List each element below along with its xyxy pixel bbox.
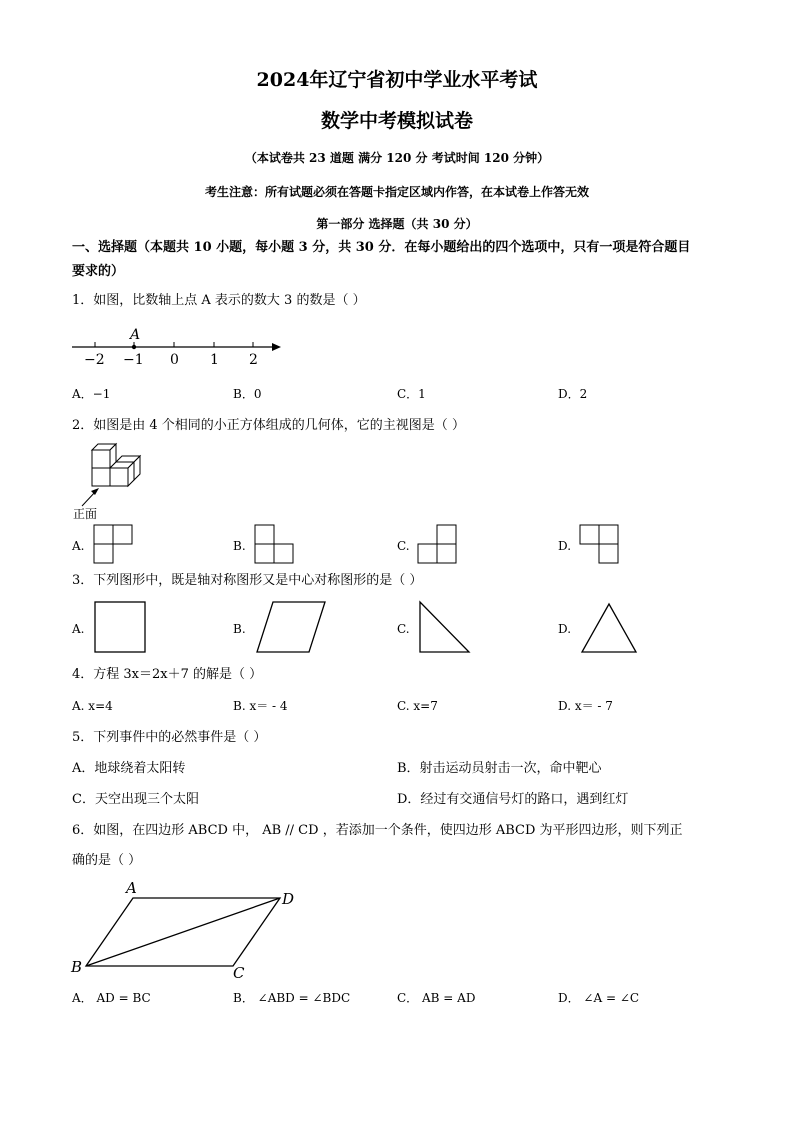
tick-label: 1	[210, 352, 219, 368]
tick-label: −1	[123, 352, 144, 368]
option-a: A.	[72, 622, 85, 636]
option-d: D．2	[558, 387, 588, 401]
option-b: B.	[233, 622, 246, 636]
section-heading-line2: 要求的）	[72, 264, 125, 279]
question-3-stem: 3．下列图形中，既是轴对称图形又是中心对称图形的是（ ）	[72, 573, 423, 588]
part-heading: 第一部分 选择题（共 30 分）	[316, 217, 478, 231]
option-a: A．−1	[72, 387, 111, 401]
question-6-stem-line2: 确的是（ ）	[72, 853, 142, 868]
point-a-label: A	[130, 327, 141, 343]
option-d: D.	[558, 539, 572, 553]
option-c: C.	[397, 539, 410, 553]
option-c: C． AB = AD	[397, 991, 476, 1005]
exam-subtitle: 数学中考模拟试卷	[320, 110, 473, 132]
diagonal-bd	[86, 898, 280, 966]
vertex-label-d: D	[282, 890, 295, 908]
option-b: B． ∠ABD = ∠BDC	[233, 991, 351, 1005]
option-c: C. x=7	[397, 699, 438, 713]
tick-label: 0	[170, 352, 179, 368]
option-c: C．天空出现三个太阳	[72, 792, 199, 807]
option-a: A. x=4	[72, 699, 113, 713]
option-c: C.	[397, 622, 410, 636]
option-d: D．经过有交通信号灯的路口，遇到红灯	[397, 792, 629, 807]
option-d: D. x＝ - 7	[558, 699, 613, 713]
option-b: B．射击运动员射击一次，命中靶心	[397, 761, 602, 776]
question-4-stem: 4．方程 3x＝2x＋7 的解是（ ）	[72, 667, 263, 682]
option-d: D.	[558, 622, 572, 636]
option-a: A．地球绕着太阳转	[72, 761, 186, 776]
option-b: B.	[233, 539, 246, 553]
option-a: A.	[72, 539, 85, 553]
front-label: 正面	[73, 507, 98, 521]
question-1-stem: 1．如图，比数轴上点 A 表示的数大 3 的数是（ ）	[72, 293, 366, 308]
option-a: A． AD = BC	[72, 991, 151, 1005]
exam-notice: 考生注意：所有试题必须在答题卡指定区域内作答，在本试卷上作答无效	[204, 185, 589, 199]
option-d: D． ∠A = ∠C	[558, 991, 640, 1005]
question-6-stem-line1: 6．如图，在四边形 ABCD 中， AB // CD ，若添加一个条件，使四边形 ABCD 为平形四边形，则下列正	[72, 823, 683, 838]
option-b: B．0	[233, 387, 262, 401]
section-heading-line1: 一、选择题（本题共 10 小题，每小题 3 分，共 30 分．在每小题给出的四个选项中，只有一项是符合题目	[72, 240, 691, 255]
vertex-label-a: A	[126, 879, 137, 897]
question-2-stem: 2．如图是由 4 个相同的小正方体组成的几何体，它的主视图是（ ）	[72, 418, 465, 433]
tick-label: 2	[249, 352, 258, 368]
exam-title: 2024年辽宁省初中学业水平考试	[256, 69, 538, 91]
vertex-label-c: C	[233, 964, 245, 982]
question-5-stem: 5．下列事件中的必然事件是（ ）	[72, 730, 267, 745]
option-b: B. x＝ - 4	[233, 699, 288, 713]
tick-label: −2	[84, 352, 105, 368]
option-c: C．1	[397, 387, 426, 401]
exam-info: （本试卷共 23 道题 满分 120 分 考试时间 120 分钟）	[244, 151, 550, 165]
vertex-label-b: B	[71, 958, 83, 976]
